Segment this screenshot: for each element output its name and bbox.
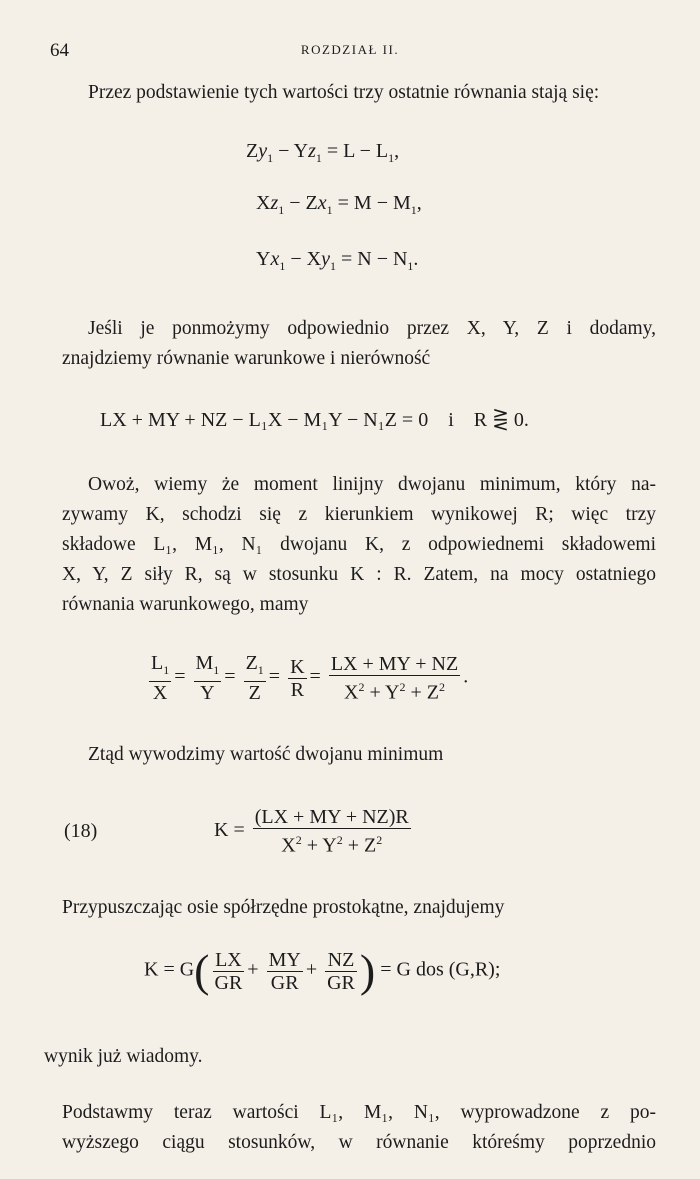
paragraph-known-result: wynik już wiadomy. bbox=[44, 1046, 203, 1067]
paragraph-rectangular: Przypuszczając osie spółrzędne prostokątne, znajdujemy bbox=[62, 897, 505, 918]
equation-18: K = $\frac{(LX + MY + NZ)R}{X^2 + Y^2 + Z^2}$ bbox=[214, 806, 409, 857]
equation-2: $Xz_1 - Zx_1 = M - M_1$, bbox=[256, 192, 422, 217]
paragraph-moment: Owoż, wiemy że moment linijny dwojanu minimum, który na- zywamy K, schodzi się z kierunkiem wynikowej R; więc trzy składowe L₁, M₁, N₁ dwojanu K, z odpowiednemi składowemi X, Y, Z siły R, są w stosunku K : R. Zatem, na mocy ostatniego równania warunkowego, mamy bbox=[62, 474, 656, 615]
equation-condition: LX + MY + NZ − L₁X − M₁Y − N₁Z = 0 i R ⋛ 0. bbox=[100, 409, 529, 431]
paragraph-substitute: Podstawmy teraz wartości L₁, M₁, N₁, wyprowadzone z po- wyższego ciągu stosunków, w równanie któreśmy poprzednio bbox=[62, 1102, 656, 1153]
paragraph-multiply: Jeśli je ponmożymy odpowiednio przez X, Y, Z i dodamy, znajdziemy równanie warunkowe i nierówność bbox=[62, 318, 656, 369]
equation-number-18: (18) bbox=[64, 820, 98, 842]
equation-1: $Zy_1 - Yz_1 = L - L_1$, bbox=[246, 140, 400, 165]
chapter-heading: ROZDZIAŁ II. bbox=[300, 42, 400, 57]
paragraph-minimum: Ztąd wywodzimy wartość dwojanu minimum bbox=[88, 744, 444, 765]
equation-k-cosine: K = G( $\frac{LX}{GR}$ + $\frac{MY}{GR}$ + $\frac{NZ}{GR}$ ) = G dos (G,R); bbox=[144, 945, 501, 996]
equation-3: $Yx_1 - Xy_1 = N - N_1$. bbox=[256, 248, 419, 273]
equation-ratios: $\frac{L_1}{X}$ = $\frac{M_1}{Y}$ = $\frac{Z_1}{Z}$ = $\frac{K}{R}$ = $\frac{LX + MY + NZ}{X^2 + Y^2 + Z^2}$ . bbox=[151, 652, 469, 704]
paragraph-intro: Przez podstawienie tych wartości trzy ostatnie równania stają się: bbox=[88, 82, 600, 103]
page-number: 64 bbox=[50, 40, 69, 61]
